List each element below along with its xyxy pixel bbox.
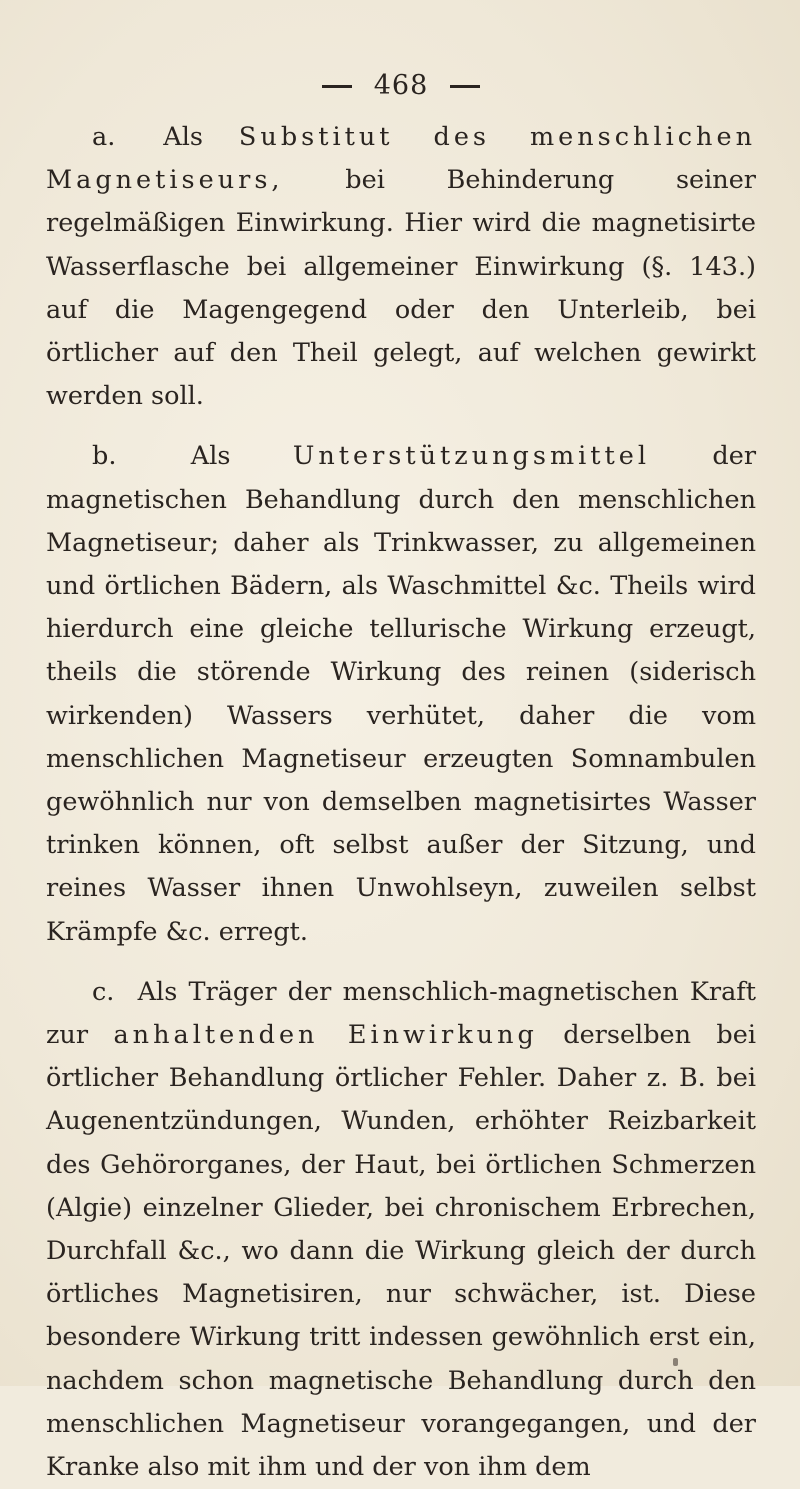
paragraph-c (46, 971, 756, 1489)
paragraph-b (46, 435, 756, 953)
page-header (46, 62, 756, 110)
page-number: 468 (373, 70, 429, 101)
section-intro: Als Träger der menschlich-magnetischen Kraft zur (46, 976, 756, 1051)
section-term: Substitut des menschlichen Magnetiseurs, (46, 122, 756, 196)
section-intro: Als (190, 441, 231, 472)
section-a (46, 116, 756, 418)
section-term: anhaltenden Einwirkung (113, 1020, 538, 1051)
paragraph-a (46, 116, 756, 418)
section-label: a. (92, 122, 116, 152)
header-dash-left (322, 85, 352, 88)
section-term: Unterstützungsmittel (292, 441, 651, 472)
section-text: bei Behinderung seiner regelmäßigen Einwirkung. Hier wird die magnetisirte Wasserflasche bei allgemeiner Einwirkung (§. 143.) auf die Magengegend oder den Unterleib, bei örtlicher auf den Theil gelegt, auf welchen gewirkt werden soll. (46, 165, 756, 412)
section-label: b. (92, 441, 117, 472)
section-c (46, 971, 756, 1489)
header-dash-right (450, 85, 480, 88)
section-intro: Als (163, 122, 203, 152)
section-text: derselben bei örtlicher Behandlung örtlicher Fehler. Daher z. B. bei Augenentzündungen, Wunden, erhöhter Reizbarkeit des Gehörorganes, der Haut, bei örtlichen Schmerzen (Algie) einzelner Glieder, bei chronischem Erbrechen, Durchfall &c., wo dann die Wirkung gleich der durch örtliches Magnetisiren, nur schwächer, ist. Diese besondere Wirkung tritt indessen gewöhnlich erst ein, nachdem schon magnetische Behandlung durch den menschlichen Magnetiseur vorangegangen, und der Kranke also mit ihm und der von ihm dem (46, 1020, 757, 1483)
section-label: c. (92, 976, 115, 1007)
printer-mark (673, 1358, 678, 1366)
section-b (46, 435, 756, 953)
section-text: der magnetischen Behandlung durch den menschlichen Magnetiseur; daher als Trinkwasser, zu allgemeinen und örtlichen Bädern, als Waschmittel &c. Theils wird hierdurch eine gleiche tellurische Wirkung erzeugt, theils die störende Wirkung des reinen (siderisch wirkenden) Wassers verhütet, daher die vom menschlichen Magnetiseur erzeugten Somnambulen gewöhnlich nur von demselben magnetisirtes Wasser trinken können, oft selbst außer der Sitzung, und reines Wasser ihnen Unwohlseyn, zuweilen selbst Krämpfe &c. erregt. (46, 441, 757, 947)
